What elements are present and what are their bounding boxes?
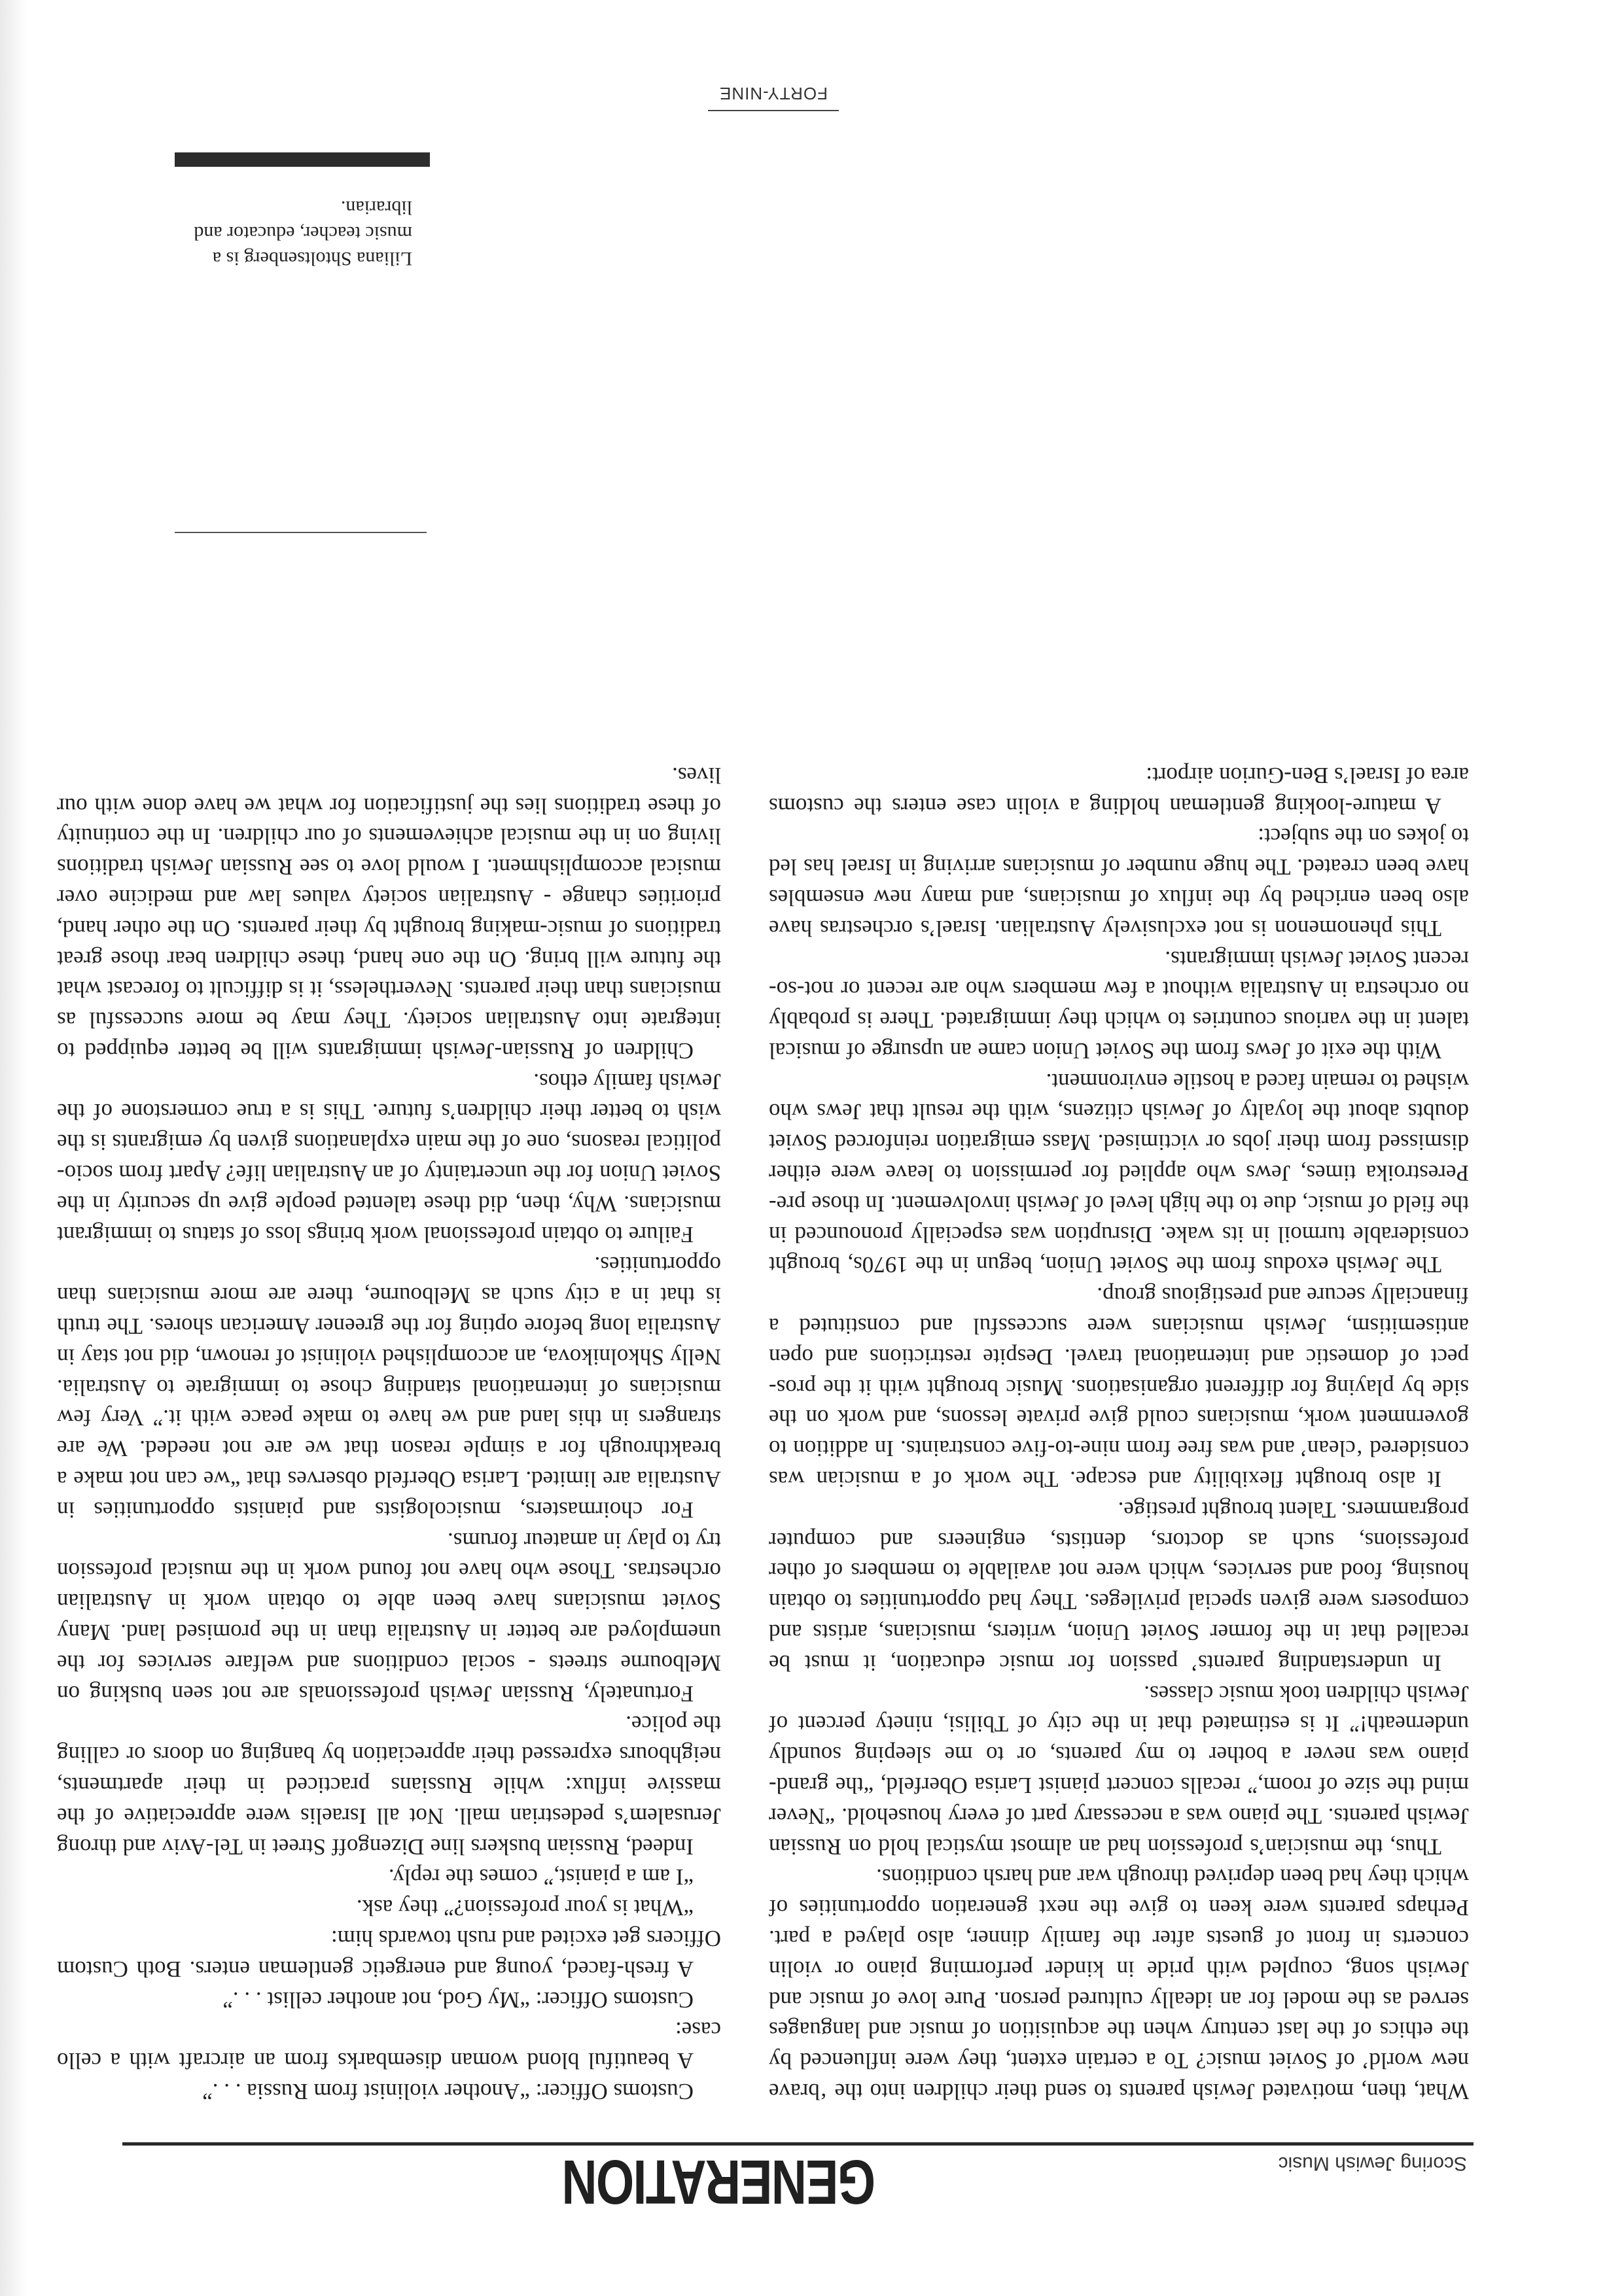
paragraph: With the exit of Jews from the Soviet Union came an upsurge of musical talent in the various countries to which they immigrated. There is probably no orchestra in Australia without a few members who are recent or not-so-recent Soviet Jewish immigrants. — [769, 946, 1469, 1064]
paragraph: Customs Officer: “Another violinist from Russia . . .” — [202, 2079, 694, 2104]
folio-rule — [708, 110, 839, 111]
page-number: FORTY-NINE — [718, 84, 828, 103]
masthead-title: GENERATION — [562, 2147, 875, 2217]
paragraph: Children of Russian-Jewish immigrants will be better equipped to integrate into Australian society. They may be more successful as musicians than their parents. Nevertheless, it is difficult to forecast what the future will bring. On the one hand, these children bear those great traditions of music-making brought by their parents. On the other hand, priorities change - Australian society values law and medicine over musical accomplishment. I would love to see Russian Jewish traditions living on in the musical achievements of our children. In the continuity of these traditions lies the justification for what we have done with our lives. — [57, 762, 721, 1064]
paragraph: Failure to obtain professional work brings loss of status to immigrant musicians. Why, then, did these talented people give up security in the Soviet Union for the uncertainty of an Australian life? Apart from socio-political reasons, one of the main explanations given by emigrants is the wish to better their children’s future. This is a true cornerstone of the Jewish family ethos. — [57, 1068, 721, 1247]
paragraph: This phenomenon is not exclusively Australian. Israel’s orchestras have also been enriched by the influx of musicians, and many new ensembles have been created. The huge number of musicians arriving in Israel has led to jokes on the subject: — [769, 824, 1469, 941]
left-column — [769, 222, 1469, 2106]
paragraph: Customs Officer: “My God, not another cellist . . .” — [222, 1987, 694, 2013]
bio-bar — [175, 152, 430, 167]
paragraph: The Jewish exodus from the Soviet Union, begun in the 1970s, brought considerable turmoil in its wake. Disruption was especially pronounced in the field of music, due to the high level of Jewish involvement. In those pre-Perestroika times, Jews who applied for permission to leave were either dismissed from their jobs or victimised. Mass emigration reinforced Soviet doubts about the loyalty of Jewish citizens, with the result that Jews who wished to remain faced a hostile environment. — [769, 1068, 1469, 1278]
author-bio: Liliana Shtoltsenberg is a music teacher, educator and librarian. — [194, 197, 412, 270]
bio-divider — [175, 532, 427, 533]
paragraph: “I am a pianist,” comes the reply. — [388, 1864, 694, 1890]
paragraph: What, then, motivated Jewish parents to send their children into the ‘brave new world’ of Soviet music? To a certain extent, they were influenced by the ethics of the last century when the acquisition of music and languages served as the model for an ideally cultured person. Pure love of music and Jewish song, coupled with pride in kinder performing piano or violin concerts in front of guests after the family dinner, also played a part. Perhaps parents were keen to give the next generation opportunities of which they had been deprived through war and harsh conditions. — [769, 1864, 1469, 2104]
paragraph: Fortunately, Russian Jewish professionals are not seen busking on Melbourne streets - social conditions and welfare services for the unemployed are better in Australia than in the promised land. Many Soviet musicians have been able to obtain work in Australian orchestras. Those who have not found work in the musical profession try to play in amateur forums. — [57, 1527, 721, 1707]
paragraph: Indeed, Russian buskers line Dizengoff Street in Tel-Aviv and throng Jerusalem’s pedestrian mall. Not all Israelis were appreciative of the massive influx: while Russians practiced in their apartments, neighbours expressed their appreciation by banging on doors or calling the police. — [57, 1711, 721, 1860]
paragraph: A beautiful blond woman disembarks from an aircraft with a cello case: — [57, 2017, 721, 2074]
paragraph: “What is your profession?” they ask. — [356, 1895, 694, 1921]
paragraph: For choirmasters, musicologists and pianists opportunities in Australia are limited. Larisa Oberfeld observes that “we can not make a breakthrough for a simple reason that we are not needed. We are strangers in this land and we have to make peace with it.” Very few musicians of international standing chose to immigrate to Australia. Nelly Shkolnikova, an accomplished violinist of renown, did not stay in Australia long before opting for the greener American shores. The truth is that in a city such as Melbourne, there are more musicians than opportunities. — [57, 1252, 721, 1523]
section-label: Scoring Jewish Music — [1278, 2153, 1467, 2174]
paragraph: A mature-looking gentleman holding a violin case enters the customs area of Israel’s Ben-Gurion airport: — [769, 762, 1469, 819]
paragraph: It also brought flexibility and escape. The work of a musician was considered ‘clean’ and was free from nine-to-five constraints. In addition to government work, musicians could give private lessons, and work on the side by playing for different organisations. Music brought with it the prospect of domestic and international travel. Despite restrictions and open antisemitism, Jewish musicians were successful and constituted a financially secure and prestigious group. — [769, 1283, 1469, 1493]
scan-edge-shadow — [0, 0, 27, 2296]
right-column — [57, 222, 721, 2106]
paragraph: In understanding parents’ passion for music education, it must be recalled that in the former Soviet Union, writers, musicians, artists and composers were given special privileges. They had opportunities to obtain housing, food and services, which were not available to members of other professions, such as doctors, dentists, engineers and computer programmers. Talent brought prestige. — [769, 1497, 1469, 1676]
paragraph: Thus, the musician’s profession had an almost mystical hold on Russian Jewish parents. The piano was a necessary part of every household. “Never mind the size of room,” recalls concert pianist Larisa Oberfeld, “the grand-piano was never a bother to my parents, or to me sleeping soundly underneath!” It is estimated that in the city of Tbilisi, ninety percent of Jewish children took music classes. — [769, 1680, 1469, 1860]
paragraph: A fresh-faced, young and energetic gentleman enters. Both Custom Officers get excited and rush towards him: — [57, 1926, 721, 1982]
